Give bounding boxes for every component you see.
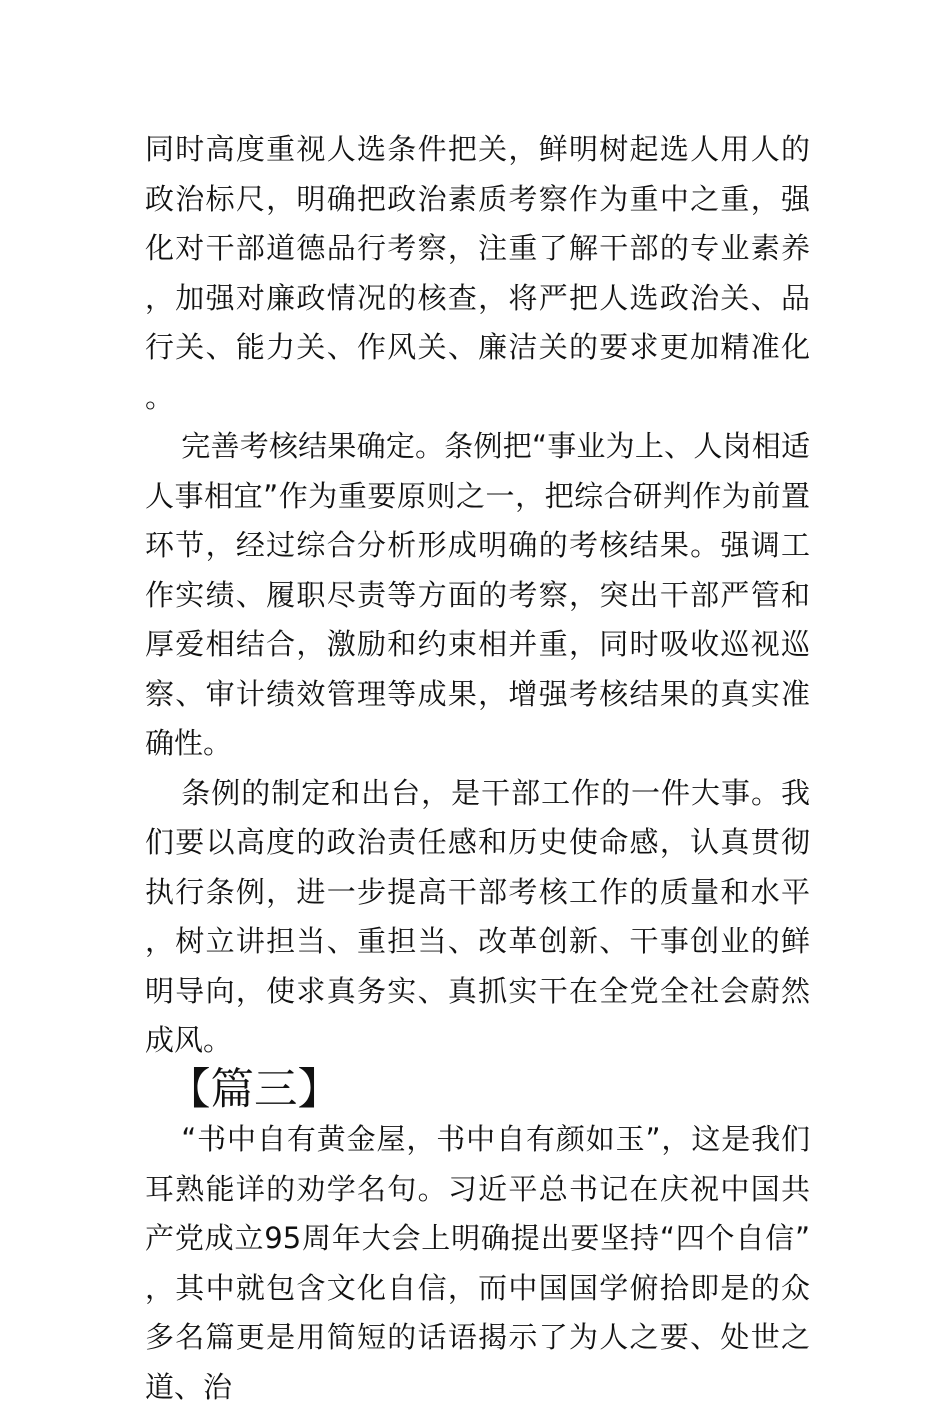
document-body bbox=[145, 125, 810, 1412]
section-heading: 【篇三】 bbox=[167, 1064, 341, 1115]
paragraph-continued: 同时高度重视人选条件把关，鲜明树起选人用人的政治标尺，明确把政治素质考察作为重中之重，强化对干部道德品行考察，注重了解干部的专业素养，加强对廉政情况的核查，将严把人选政治关、品行关、能力关、作风关、廉洁关的要求更加精准化。 bbox=[145, 132, 810, 414]
paragraph-assessment-results: 完善考核结果确定。条例把“事业为上、人岗相适人事相宜”作为重要原则之一，把综合研判作为前置环节，经过综合分析形成明确的考核结果。强调工作实绩、履职尽责等方面的考察，突出干部严管和厚爱相结合，激励和约束相并重，同时吸收巡视巡察、审计绩效管理等成果，增强考核结果的真实准确性。 bbox=[145, 429, 810, 760]
paragraph-conclusion: 条例的制定和出台，是干部工作的一件大事。我们要以高度的政治责任感和历史使命感，认真贯彻执行条例，进一步提高干部考核工作的质量和水平，树立讲担当、重担当、改革创新、干事创业的鲜明导向，使求真务实、真抓实干在全党全社会蔚然成风。 bbox=[145, 775, 810, 1057]
paragraph-section-three: “书中自有黄金屋，书中自有颜如玉”，这是我们耳熟能详的劝学名句。习近平总书记在庆祝中国共产党成立95周年大会上明确提出要坚持“四个自信”，其中就包含文化自信，而中国国学俯拾即是的众多名篇更是用简短的话语揭示了为人之要、处世之道、治 bbox=[145, 1122, 810, 1404]
